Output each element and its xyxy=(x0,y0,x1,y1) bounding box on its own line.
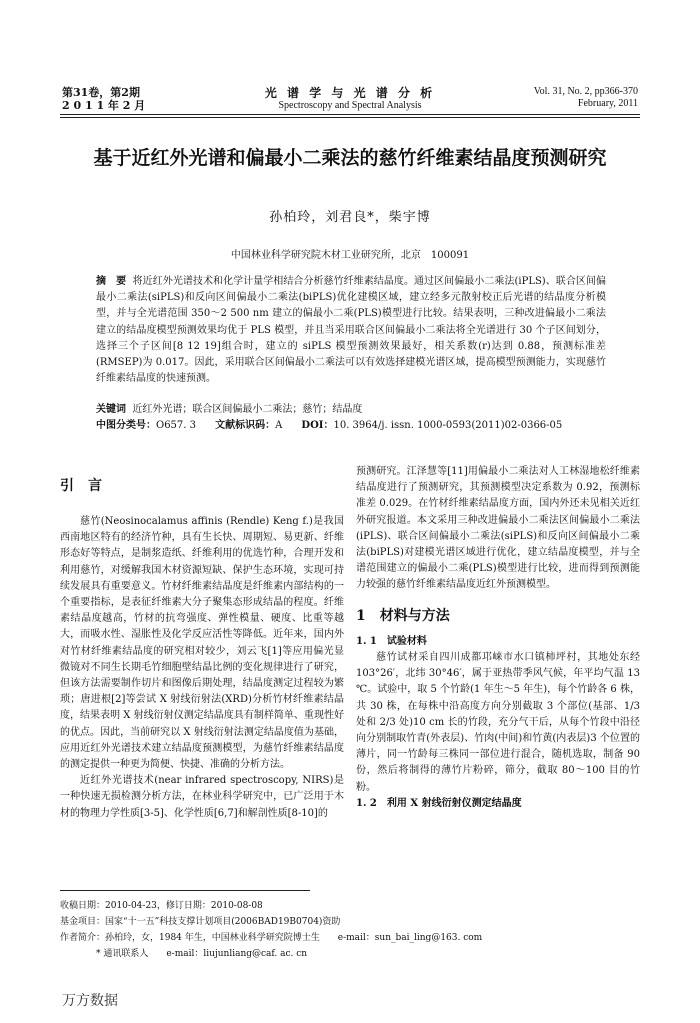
date-cn: 2 0 1 1 年 2 月 xyxy=(62,99,146,112)
watermark-text: 万方数据 xyxy=(62,993,118,1009)
doi-value: 10. 3964/j. issn. 1000-0593(2011)02-0366-05 xyxy=(333,420,563,431)
header-rule-top xyxy=(60,114,640,115)
footnotes xyxy=(60,898,640,962)
abstract-text: 将近红外光谱技术和化学计量学相结合分析慈竹纤维素结晶度。通过区间偏最小二乘法(iPLS)、联合区间偏最小二乘法(siPLS)和反向区间偏最小二乘法(biPLS)优化建模区域，建立经多元散射校正后光谱的结晶度分析模型，并与全光谱范围 350～2 500 nm 建立的偏最小二乘(PLS)模型进行比较。结果表明，三种改进偏最小二乘法建立的结晶度模型预测效果均优于 PLS 模型，并且当采用联合区间偏最小二乘法将全光谱进行 30 个子区间划分，选择三个子区间[8 12 19]组合时，建立的 siPLS 模型预测效果最好，相关系数(r)达到 0.88，预测标准差(RMSEP)为 0.017。因此，采用联合区间偏最小二乘法可以有效选择建模光谱区域，提高模型预测能力，实现慈竹纤维素结晶度的快速预测。 xyxy=(96,276,607,385)
paper-title: 基于近红外光谱和偏最小二乘法的慈竹纤维素结晶度预测研究 xyxy=(93,147,607,169)
footnote-rule xyxy=(60,890,310,891)
author-bio: 作者简介：孙柏玲，女，1984 年生，中国林业科学研究院博士生 e-mail：sun_bai_ling@163. com xyxy=(60,933,483,943)
intro-section-title-wrap xyxy=(60,478,344,494)
journal-volume-en xyxy=(534,86,638,110)
intro-paragraph-2: 近红外光谱技术(near infrared spectroscopy, NIRS)是一种快速无损检测分析方法，在林业科学研究中，已广泛用于木材的物理力学性质[3-5]、化学性质[6,7]和解剖性质[8-10]的 xyxy=(60,775,344,819)
clc-label: 中图分类号： xyxy=(96,420,156,431)
right-column xyxy=(356,464,640,812)
right-paragraph-1: 预测研究。江泽慧等[11]用偏最小二乘法对人工林湿地松纤维素结晶度进行了预测研究，其预测模型决定系数为 0.92，预测标准差 0.029。在竹材纤维素结晶度方面，国内外还未见相关近红外研究报道。本文采用三种改进偏最小二乘法区间偏最小二乘法(iPLS)、联合区间偏最小二乘法(siPLS)和反向区间偏最小二乘法(biPLS)对建模光谱区域进行优化，建立结晶度模型，并与全谱范围建立的偏最小二乘(PLS)模型进行比较，进而得到预测能力较强的慈竹纤维素结晶度近红外预测模型。 xyxy=(356,466,640,591)
intro-title: 引 言 xyxy=(60,478,102,494)
keywords-label: 关键词 xyxy=(96,404,126,415)
date-en: February, 2011 xyxy=(577,98,638,109)
corresponding-author: * 通讯联系人 e-mail：liujunliang@caf. ac. cn xyxy=(96,949,308,959)
section-1-title: 1 材料与方法 xyxy=(356,607,450,624)
intro-paragraph-1: 慈竹(Neosinocalamus affinis (Rendle) Keng f.)是我国西南地区特有的经济竹种，具有生长快、周期短、易更新、纤维形态好等特点，是制浆造纸、纤维利用的优选竹种，合理开发和利用慈竹，对缓解我国木材资源短缺、保护生态环境，实现可持续发展具有重要意义。竹材纤维素结晶度是纤维素内部结构的一个重要指标，是表征纤维素大分子聚集态形成结晶的程度。纤维素结晶度越高，竹材的抗弯强度、弹性模量、硬度、比重等越大，而吸水性、湿胀性及化学反应活性等降低。近年来，国内外对竹材纤维素结晶度的研究相对较少，刘云飞[1]等应用偏光显微镜对不同生长期毛竹细胞壁结晶比例的变化规律进行了研究，但该方法需要制作切片和图像后期处理，结晶度测定过程较为繁琐；唐进根[2]等尝试 X 射线衍射法(XRD)分析竹材纤维素结晶度，结果表明 X 射线衍射仪测定结晶度具有制样简单、重现性好的优点。因此，当前研究以 X 射线衍射法测定结晶度值为基础，应用近红外光谱技术建立结晶度预测模型，为慈竹纤维素结晶度的测定提供一种更为简便、快捷、准确的分析方法。 xyxy=(60,516,344,771)
keywords-block xyxy=(96,402,606,434)
section-1-1-title: 1. 1 试验材料 xyxy=(356,635,427,647)
clc-value: O657. 3 xyxy=(156,420,197,431)
left-column xyxy=(60,514,344,822)
abstract-label: 摘 要 xyxy=(96,276,127,287)
paper-authors: 孙柏玲，刘君良*，柴宇博 xyxy=(269,210,431,225)
volume-en: Vol. 31, No. 2, pp366-370 xyxy=(533,86,638,97)
volume-cn: 第31卷，第2期 xyxy=(62,86,140,99)
header-rule-bottom xyxy=(60,117,640,118)
keywords-text: 近红外光谱；联合区间偏最小二乘法；慈竹；结晶度 xyxy=(132,404,363,415)
journal-name-en: Spectroscopy and Spectral Analysis xyxy=(278,100,422,111)
received-date: 收稿日期：2010-04-23，修订日期：2010-08-08 xyxy=(60,901,263,911)
keywords-line xyxy=(96,402,606,418)
section-1-2-title: 1. 2 利用 X 射线衍射仪测定结晶度 xyxy=(356,797,522,809)
abstract xyxy=(96,274,606,387)
journal-name-cn: 光 谱 学 与 光 谱 分 析 xyxy=(264,86,436,100)
section-1-1-text: 慈竹试材采自四川成都邛崃市水口镇柿坪村，其地处东经 103°26′，北纬 30°46′，属于亚热带季风气候，年平均气温 13 ℃。试验中，取 5 个竹龄(1 年生～5 年生)，每个竹龄各 6 株，共 30 株，在每株中沿高度方向分别截取 3 个部位(基部、1/3 处和 2/3 处)10 cm 长的竹段，充分气干后，从每个竹段中沿径向分别制取竹青(外表层)、竹肉(中间)和竹黄(内表层)3 个位置的薄片，同一竹龄每三株同一部位进行混合，随机选取，制备 90 份，然后将制得的薄竹片粉碎，筛分，截取 80～100 目的竹粉。 xyxy=(356,652,640,793)
doi-label: DOI： xyxy=(301,420,334,431)
classification-line xyxy=(96,418,606,434)
doccode-label: 文献标识码： xyxy=(215,420,276,431)
fund-info: 基金项目：国家“十一五”科技支撑计划项目(2006BAD19B0704)资助 xyxy=(60,917,341,927)
paper-affiliation: 中国林业科学研究院木材工业研究所，北京 100091 xyxy=(230,250,470,261)
doccode-value: A xyxy=(275,420,283,431)
